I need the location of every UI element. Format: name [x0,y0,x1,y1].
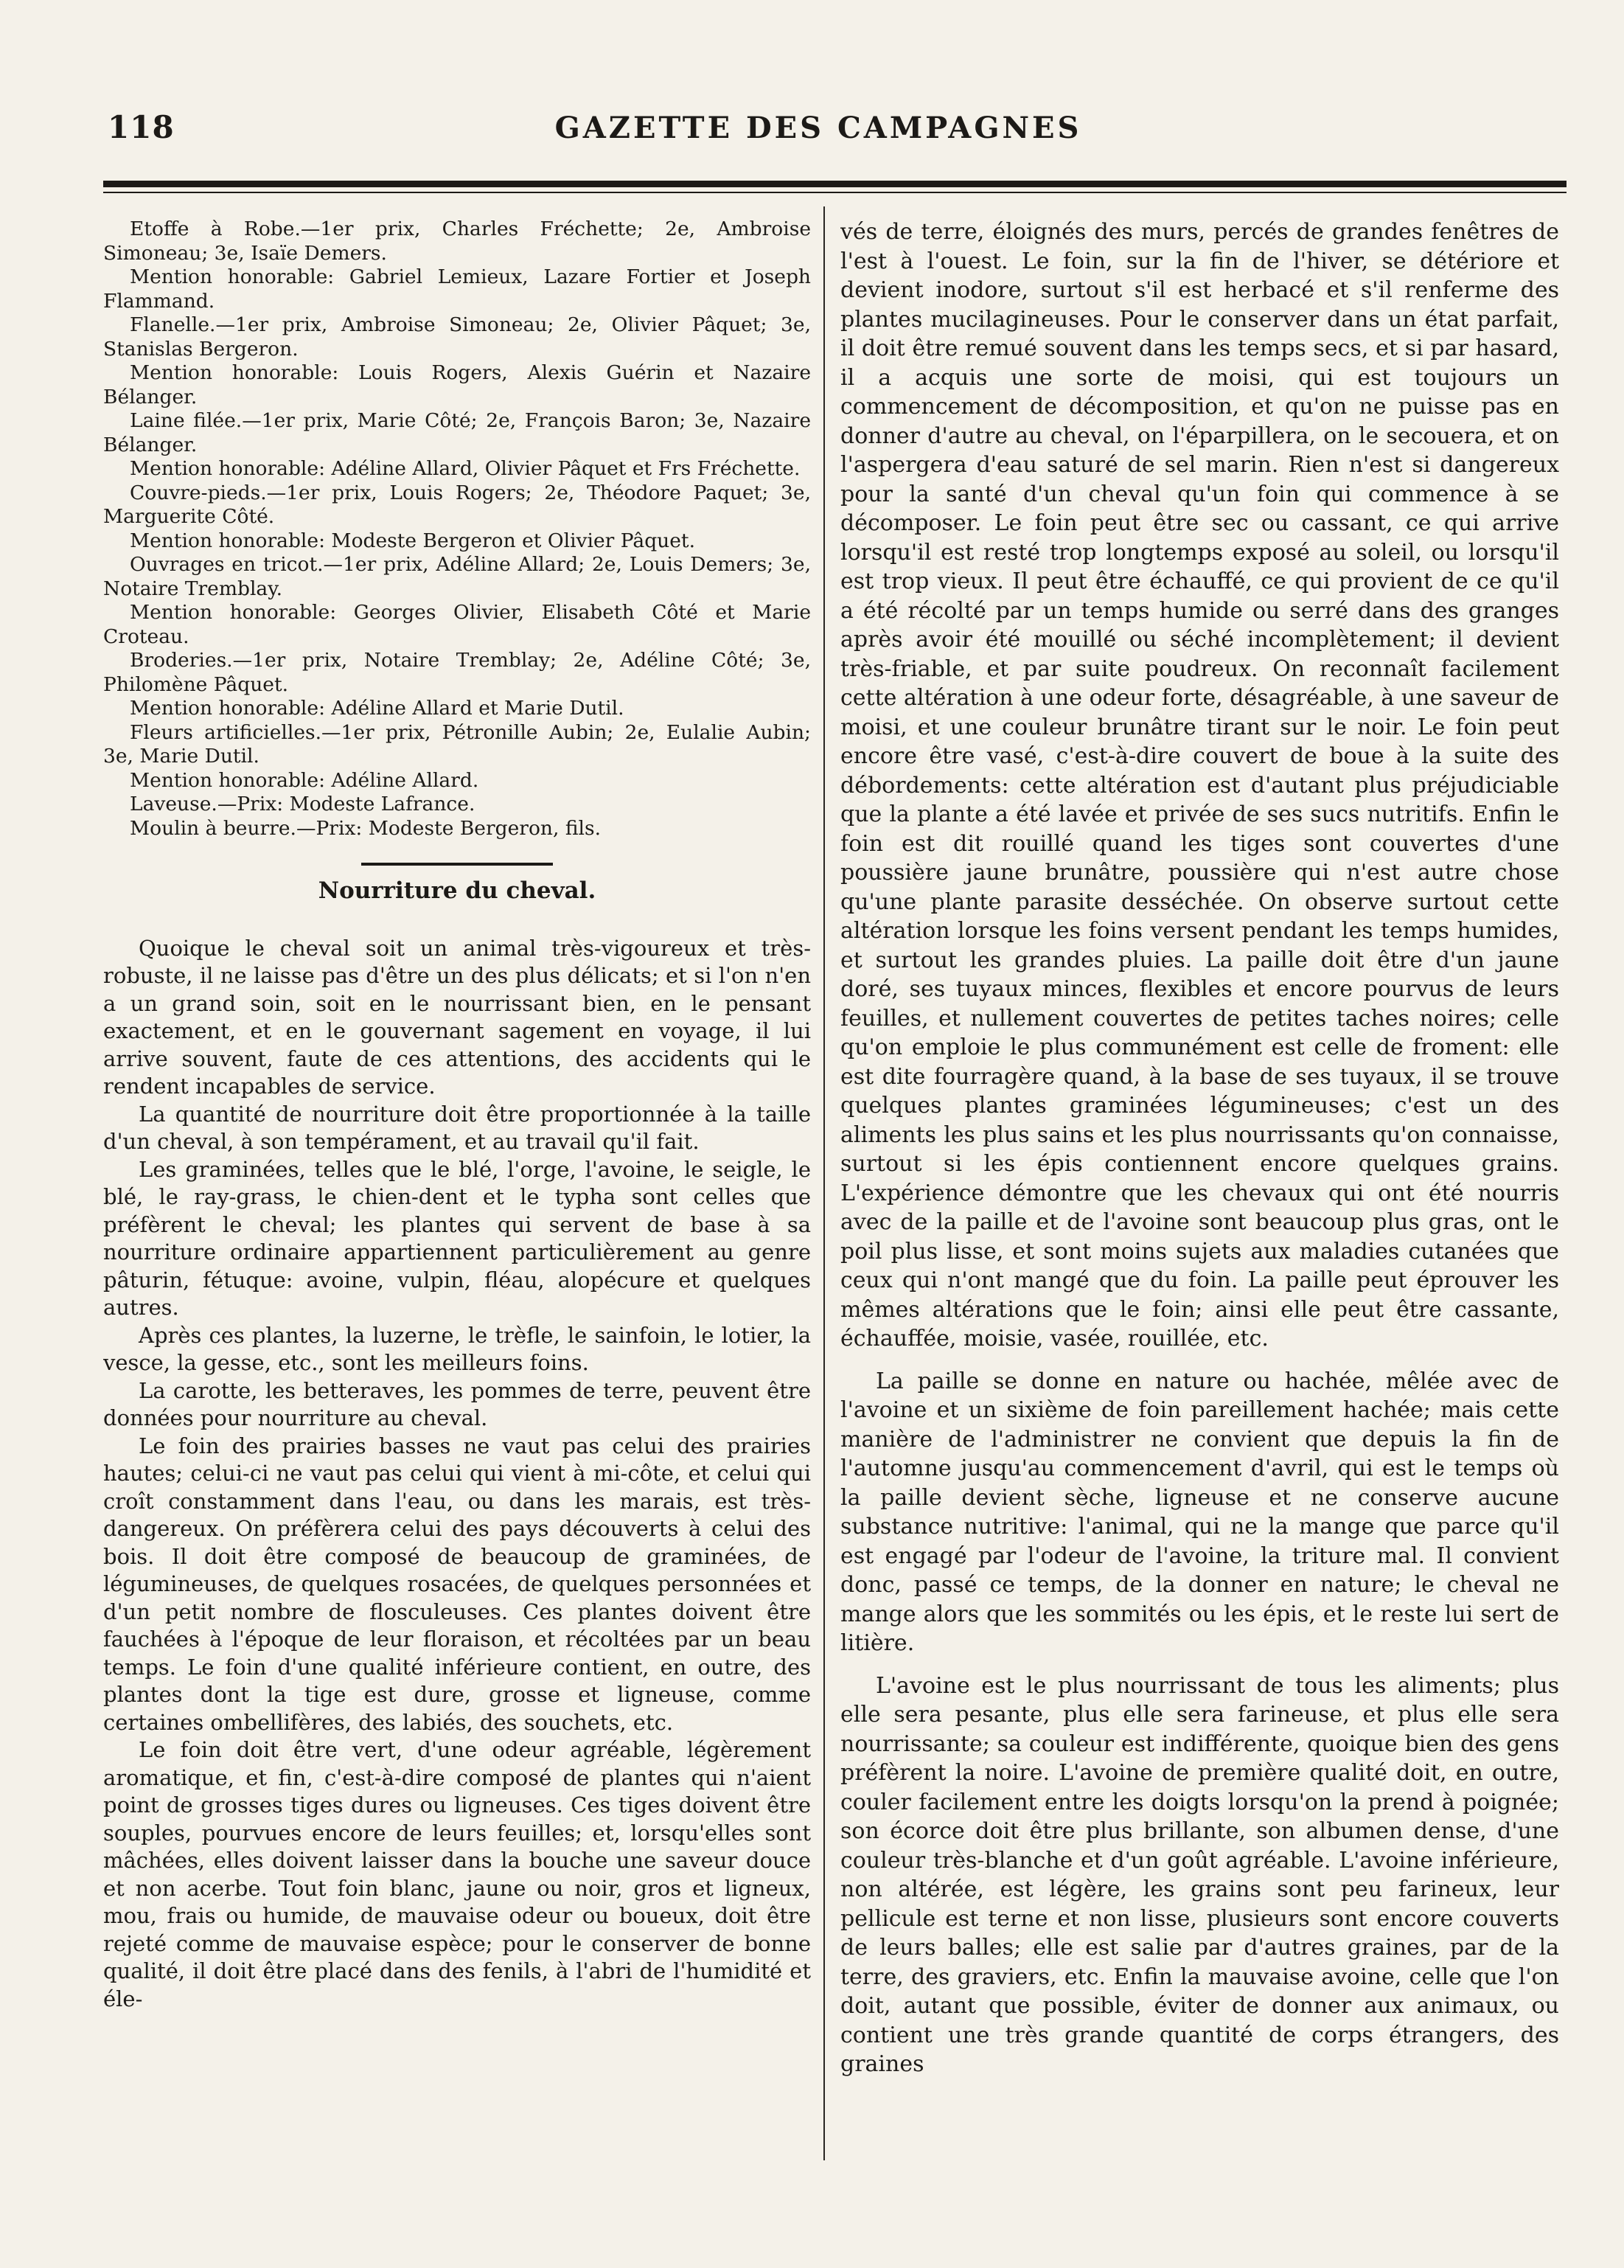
article-paragraph: Après ces plantes, la luzerne, le trèfle, le sainfoin, le lotier, la vesce, la gesse, etc., sont les meilleurs foins. [103,1322,811,1375]
page-header [96,103,1541,155]
right-column [840,218,1559,2149]
prize-entry: Ouvrages en tricot.—1er prix, Adéline Allard; 2e, Louis Demers; 3e, Notaire Tremblay. [103,553,811,600]
prize-entry: Mention honorable: Louis Rogers, Alexis Guérin et Nazaire Bélanger. [103,361,811,408]
header-rule-thin [103,192,1567,193]
article-paragraph: vés de terre, éloignés des murs, percés de grandes fenêtres de l'est à l'ouest. Le foin, sur la fin de l'hiver, se détériore et devient inodore, surtout s'il est herbacé et s'il renferme des plantes mucilagineuses. Pour le conserver dans un état parfait, il doit être remué souvent dans les temps secs, et si par hasard, il a acquis une sorte de moisi, qui est toujours un commencement de décomposition, et qu'on ne puisse pas en donner d'autre au cheval, on l'éparpillera, on le secouera, et on l'aspergera d'eau saturé de sel marin. Rien n'est si dangereux pour la santé d'un cheval qu'un foin qui commence à se décomposer. Le foin peut être sec ou cassant, ce qui arrive lorsqu'il est resté trop longtemps exposé au soleil, ou lorsqu'il est trop vieux. Il peut être échauffé, ce qui provient de ce qu'il a été récolté par un temps humide ou serré dans des granges après avoir été mouillé ou séché incomplètement; il devient très-friable, et par suite poudreux. On reconnaît facilement cette altération à une odeur forte, désagréable, à une saveur de moisi, et une couleur brunâtre tirant sur le noir. Le foin peut encore être vasé, c'est-à-dire couvert de boue à la suite des débordements: cette altération est d'autant plus préjudiciable que la plante a été lavée et privée de ses sucs nutritifs. Enfin le foin est dit rouillé quand les tiges sont couvertes d'une poussière jaune brunâtre, poussière qui n'est autre chose qu'une plante parasite desséchée. On observe surtout cette altération lorsque les foins versent pendant les temps humides, et surtout les grandes pluies. La paille doit être d'un jaune doré, ses tuyaux minces, flexibles et encore pourvus de leurs feuilles, et nullement couvertes de petites taches noires; celle qu'on emploie le plus communément est celle de froment: elle est dite fourragère quand, à la base de ses tuyaux, il se trouve quelques plantes graminées légumineuses; c'est un des aliments les plus sains et les plus nourrissants qu'on connaisse, surtout si les épis contiennent encore quelques grains. L'expérience démontre que les chevaux qui ont été nourris avec de la paille et de l'avoine sont beaucoup plus gras, ont le poil plus lisse, et sont moins sujets aux maladies cutanées que ceux qui n'ont mangé que du foin. La paille peut éprouver les mêmes altérations que le foin; ainsi elle peut être cassante, échauffée, moisie, vasée, rouillée, etc. [840,219,1559,1352]
prize-entry: Flanelle.—1er prix, Ambroise Simoneau; 2e, Olivier Pâquet; 3e, Stanislas Bergeron. [103,313,811,361]
prize-entry: Mention honorable: Adéline Allard. [130,768,479,792]
article-paragraph: L'avoine est le plus nourrissant de tous les aliments; plus elle sera pesante, plus elle sera farineuse, et plus elle sera nourrissante; sa couleur est indifférente, quoique bien des gens préfèrent la noire. L'avoine de première qualité doit, en outre, couler facilement entre les doigts lorsqu'on la prend à poignée; son écorce doit être plus brillante, son albumen dense, d'une couleur très-blanche et d'un goût agréable. L'avoine inférieure, non altérée, est légère, les grains sont peu farineux, leur pellicule est terne et non lisse, plusieurs sont encore couverts de leurs balles; elle est salie par d'autres graines, par de la terre, des graviers, etc. Enfin la mauvaise avoine, celle que l'on doit, autant que possible, éviter de donner aux animaux, ou contient une très grande quantité de corps étrangers, des graines [840,1672,1559,2077]
prize-entry: Couvre-pieds.—1er prix, Louis Rogers; 2e, Théodore Paquet; 3e, Marguerite Côté. [103,481,811,528]
section-title: Nourriture du cheval. [318,877,596,904]
prize-entry: Mention honorable: Modeste Bergeron et Olivier Pâquet. [130,529,695,552]
prize-entry: Etoffe à Robe.—1er prix, Charles Fréchette; 2e, Ambroise Simoneau; 3e, Isaïe Demers. [103,218,811,265]
article-paragraph: La quantité de nourriture doit être proportionnée à la taille d'un cheval, à son tempérament, et au travail qu'il fait. [103,1101,811,1154]
page-number: 118 [108,109,175,145]
prize-entry: Fleurs artificielles.—1er prix, Pétronille Aubin; 2e, Eulalie Aubin; 3e, Marie Dutil. [103,720,811,768]
left-column [103,218,811,2149]
prize-entry: Broderies.—1er prix, Notaire Tremblay; 2e, Adéline Côté; 3e, Philomène Pâquet. [103,649,811,696]
article-paragraph: La carotte, les betteraves, les pommes de terre, peuvent être données pour nourriture au cheval. [103,1377,811,1430]
journal-title: GAZETTE DES CAMPAGNES [554,111,1082,145]
prize-entry: Mention honorable: Adéline Allard, Olivier Pâquet et Frs Fréchette. [130,457,801,480]
prize-list [103,218,811,841]
article-paragraph: Les graminées, telles que le blé, l'orge, l'avoine, le seigle, le blé, le ray-grass, le chien-dent et le typha sont celles que préfèrent le cheval; les plantes qui servent de base à sa nourriture ordinaire appartiennent particulièrement au genre pâturin, fétuque: avoine, vulpin, fléau, alopécure et quelques autres. [103,1156,811,1320]
column-divider [823,206,825,2160]
article-paragraph: La paille se donne en nature ou hachée, mêlée avec de l'avoine et un sixième de foin pareillement hachée; mais cette manière de l'administrer ne convient que depuis la fin de l'automne jusqu'au commencement d'avril, qui est le temps où la paille devient sèche, ligneuse et ne conserve aucune substance nutritive: l'animal, qui ne la mange que parce qu'il est engagé par l'odeur de l'avoine, la triture mal. Il convient donc, passé ce temps, de la donner en nature; le cheval ne mange alors que les sommités ou les épis, et le reste lui sert de litière. [840,1368,1559,1656]
prize-entry: Laveuse.—Prix: Modeste Lafrance. [130,793,475,815]
prize-entry: Mention honorable: Georges Olivier, Elisabeth Côté et Marie Croteau. [103,601,811,648]
article-paragraph: Le foin des prairies basses ne vaut pas celui des prairies hautes; celui-ci ne vaut pas celui qui vient à mi-côte, et celui qui croît constamment dans l'eau, ou dans les marais, est très-dangereux. On préfèrera celui des pays découverts à celui des bois. Il doit être composé de beaucoup de graminées, de légumineuses, de quelques rosacées, de quelques personnées et d'un petit nombre de flosculeuses. Ces plantes doivent être fauchées à l'époque de leur floraison, et récoltées par un beau temps. Le foin d'une qualité inférieure contient, en outre, des plantes dont la tige est dure, grosse et ligneuse, comme certaines ombellifères, des labiés, des souchets, etc. [103,1433,811,1735]
prize-entry: Laine filée.—1er prix, Marie Côté; 2e, François Baron; 3e, Nazaire Bélanger. [103,409,811,456]
prize-entry: Mention honorable: Adéline Allard et Marie Dutil. [130,697,624,720]
article-paragraph: Quoique le cheval soit un animal très-vigoureux et très-robuste, il ne laisse pas d'être un des plus délicats; et si l'on n'en a un grand soin, soit en le nourrissant bien, en le pensant exactement, et en le gouvernant sagement en voyage, il lui arrive souvent, faute de ces attentions, des accidents qui le rendent incapables de service. [103,935,811,1099]
article-paragraph: Le foin doit être vert, d'une odeur agréable, légèrement aromatique, et fin, c'est-à-dire composé de plantes qui n'aient point de grosses tiges dures ou ligneuses. Ces tiges doivent être souples, pourvues encore de leurs feuilles; et, lorsqu'elles sont mâchées, elles doivent laisser dans la bouche une saveur douce et non acerbe. Tout foin blanc, jaune ou noir, gros et ligneux, mou, frais ou humide, de mauvaise odeur ou boueux, doit être rejeté comme de mauvaise espèce; pour le conserver de bonne qualité, il doit être placé dans des fenils, à l'abri de l'humidité et éle- [103,1737,811,2011]
header-rule-thick [103,181,1567,187]
prize-entry: Mention honorable: Gabriel Lemieux, Lazare Fortier et Joseph Flammand. [103,265,811,313]
section-divider [361,863,553,866]
prize-entry: Moulin à beurre.—Prix: Modeste Bergeron, fils. [130,816,602,840]
